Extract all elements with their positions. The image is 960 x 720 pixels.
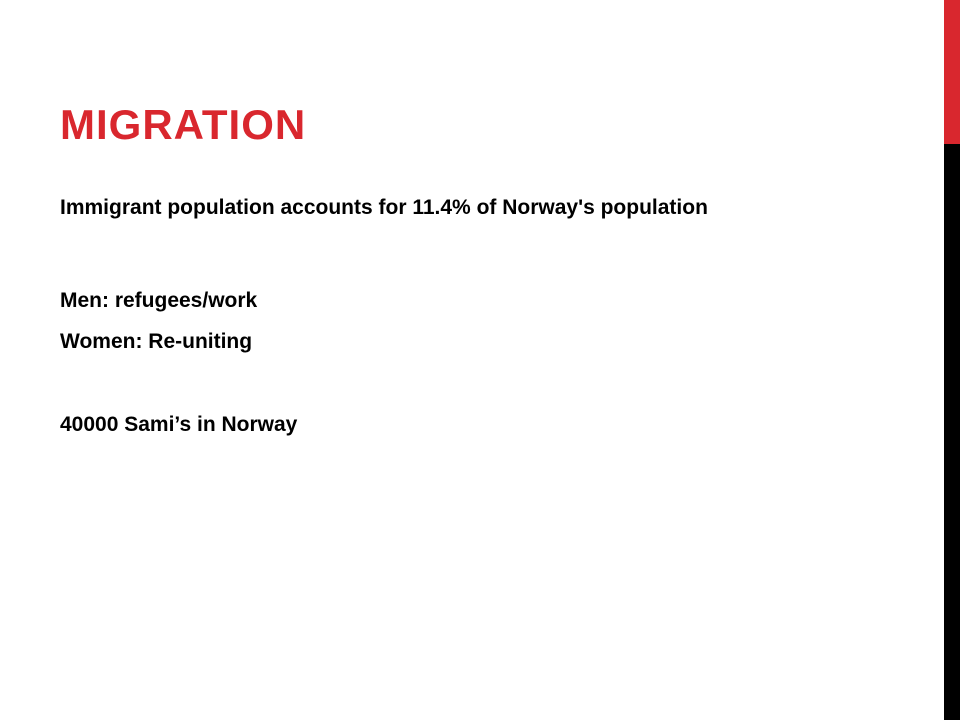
side-bar-accent (944, 0, 960, 144)
body-line-women: Women: Re-uniting (60, 330, 253, 353)
side-decoration-bar (944, 0, 960, 720)
body-line-immigrant-share: Immigrant population accounts for 11.4% of Norway's population (60, 196, 708, 219)
side-bar-dark (944, 144, 960, 720)
body-line-sami: 40000 Sami’s in Norway (60, 413, 298, 436)
body-line-men: Men: refugees/work (60, 289, 258, 312)
slide-title: MIGRATION (60, 101, 307, 148)
slide-body (60, 192, 920, 440)
